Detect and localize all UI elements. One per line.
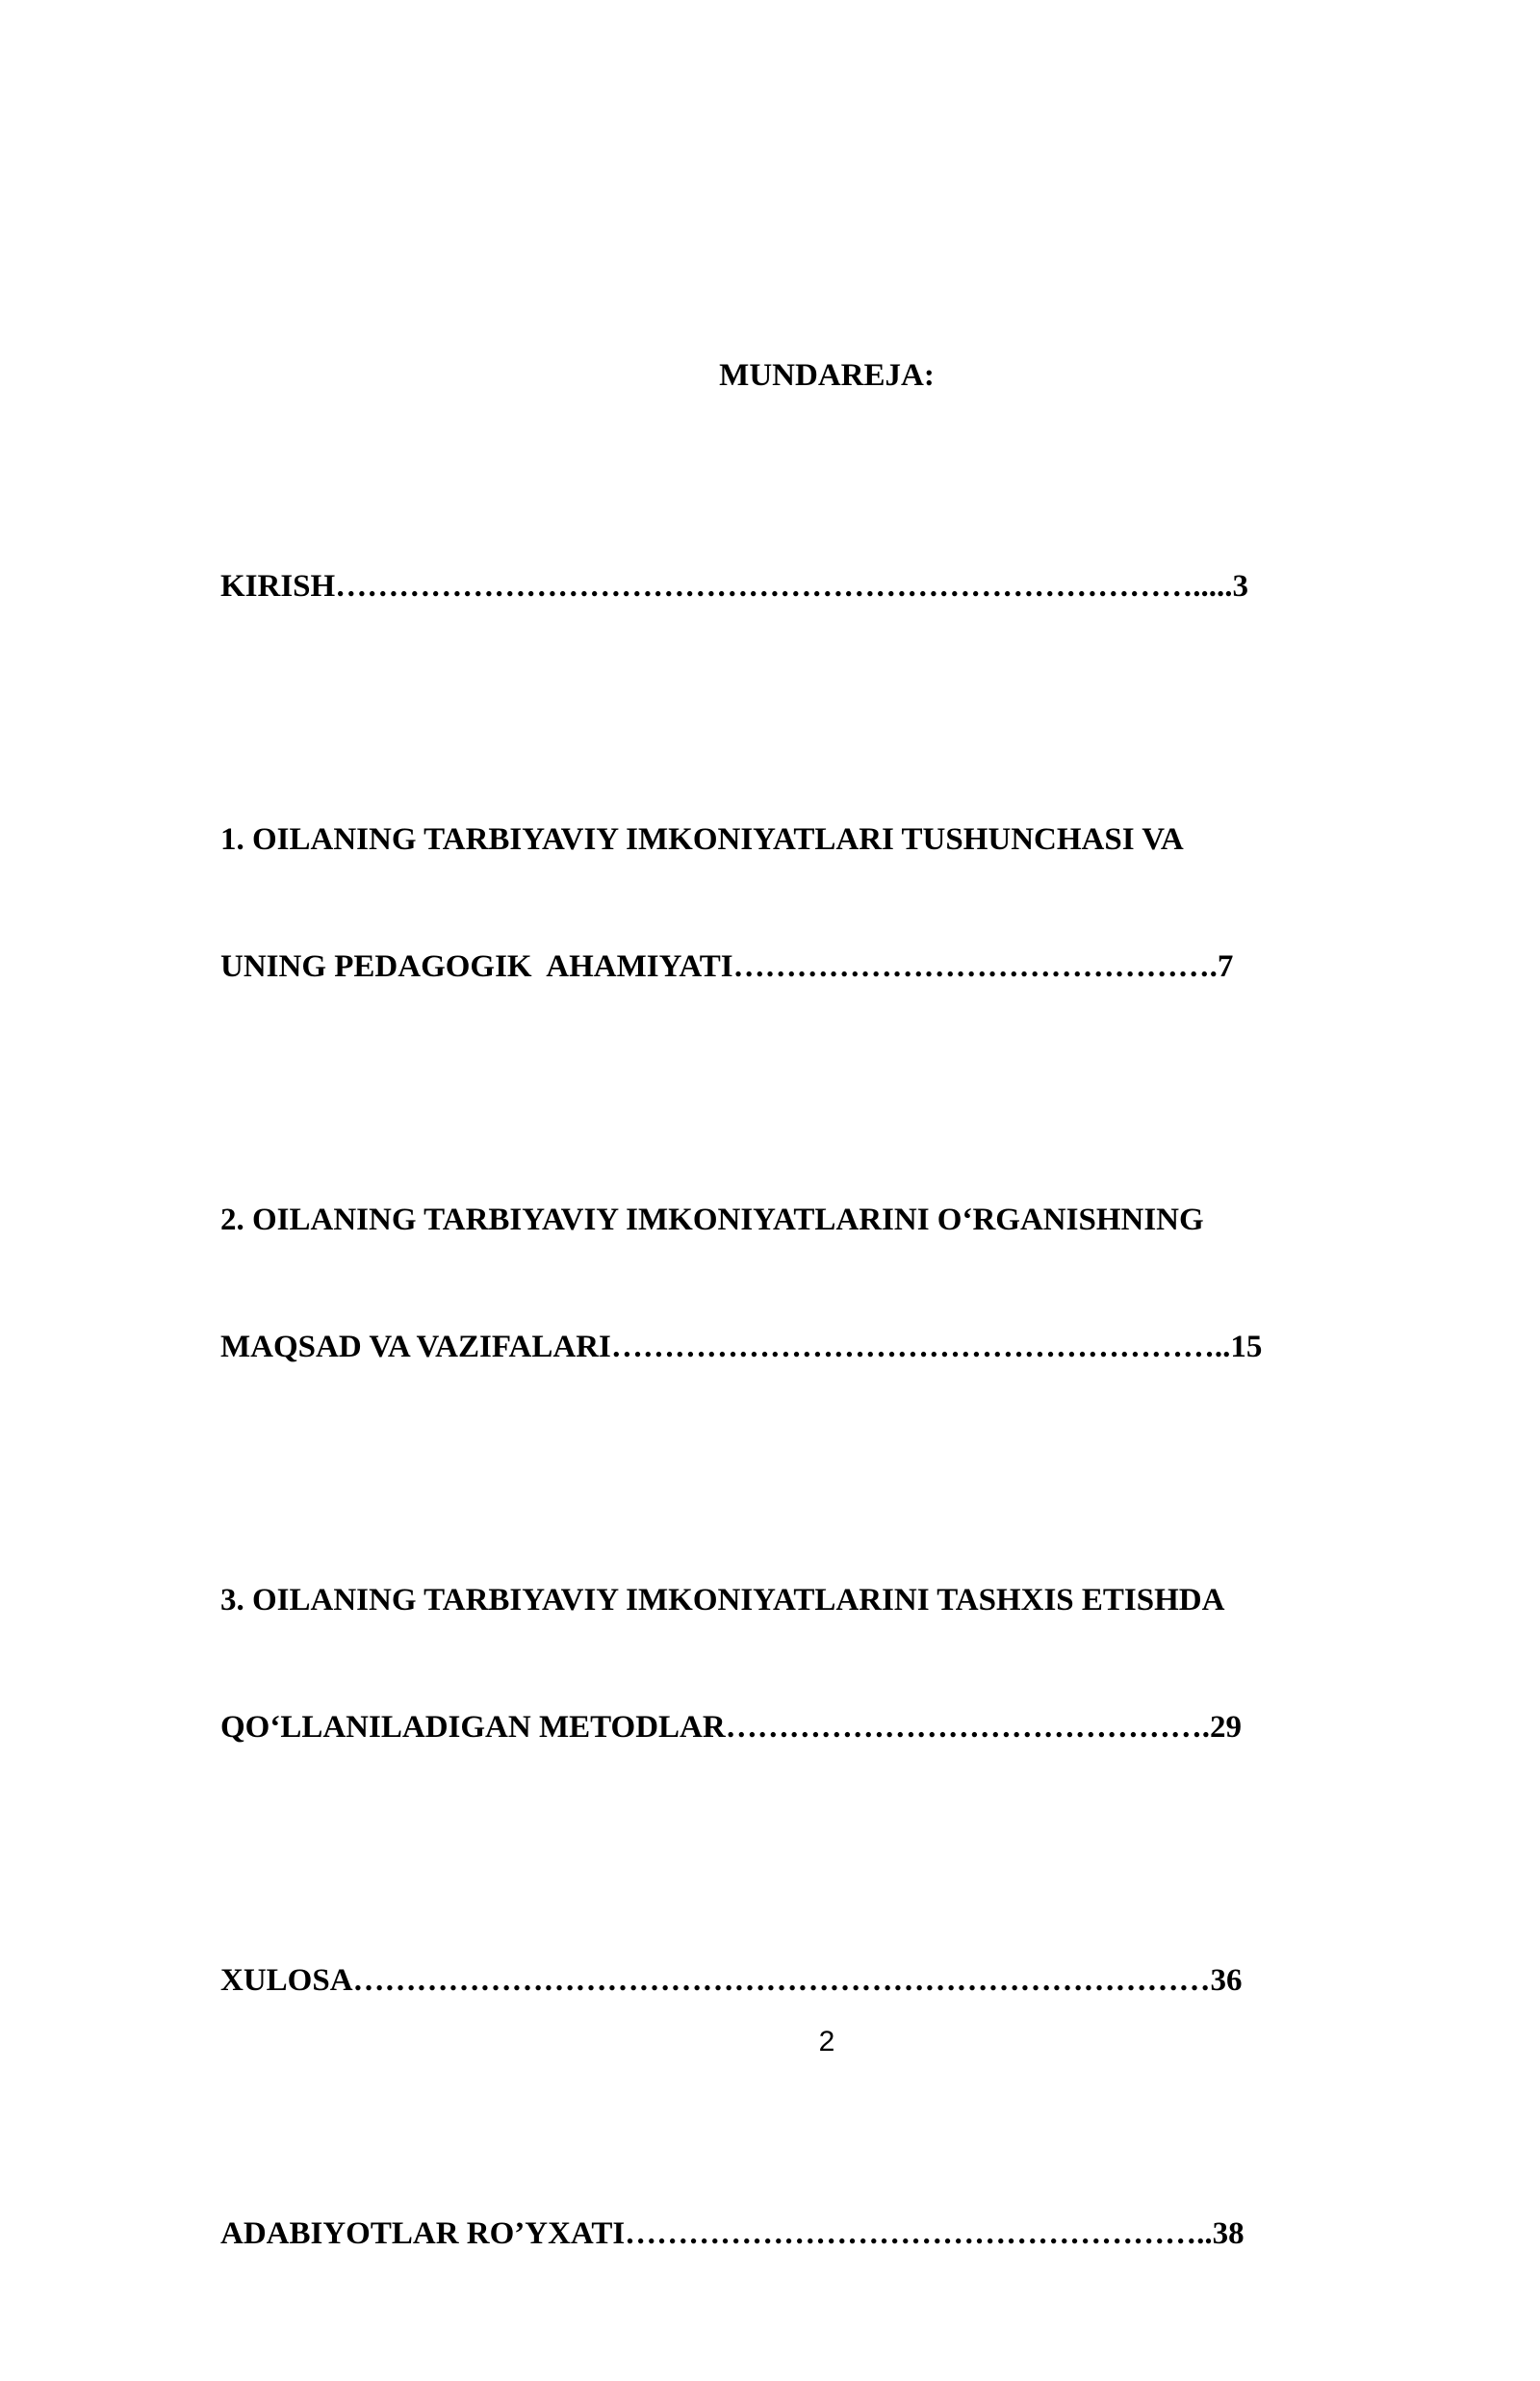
- toc-line: XULOSA………………………………………………………………………36: [220, 1963, 1243, 1998]
- page-title: MUNDAREJA:: [719, 358, 935, 393]
- page-number: 2: [818, 2026, 835, 2057]
- toc-line: 3. OILANING TARBIYAVIY IMKONIYATLARINI TASHXIS ETISHDA: [220, 1583, 1225, 1618]
- toc-entry-chapter-2[interactable]: [220, 1114, 1443, 1453]
- toc-line: KIRISH……………………………………………………………………….....3: [220, 569, 1248, 604]
- toc-entry-adabiyotlar[interactable]: [220, 2128, 1443, 2340]
- table-of-contents: [220, 480, 1443, 2381]
- toc-line: 1. OILANING TARBIYAVIY IMKONIYATLARI TUSHUNCHASI VA: [220, 822, 1184, 857]
- toc-line: UNING PEDAGOGIK AHAMIYATI……………………………………….7: [220, 949, 1234, 984]
- toc-line: ADABIYOTLAR RO’YXATI………………………………………………..38: [220, 2216, 1245, 2251]
- toc-entry-chapter-1[interactable]: [220, 734, 1443, 1073]
- toc-entry-chapter-3[interactable]: [220, 1494, 1443, 1833]
- toc-line: QO‘LLANILADIGAN METODLAR……………………………………….29: [220, 1710, 1242, 1745]
- toc-entry-kirish[interactable]: [220, 480, 1443, 692]
- toc-line: 2. OILANING TARBIYAVIY IMKONIYATLARINI O‘RGANISHNING: [220, 1203, 1204, 1237]
- toc-line: MAQSAD VA VAZIFALARI…………………………………………………..15: [220, 1330, 1263, 1364]
